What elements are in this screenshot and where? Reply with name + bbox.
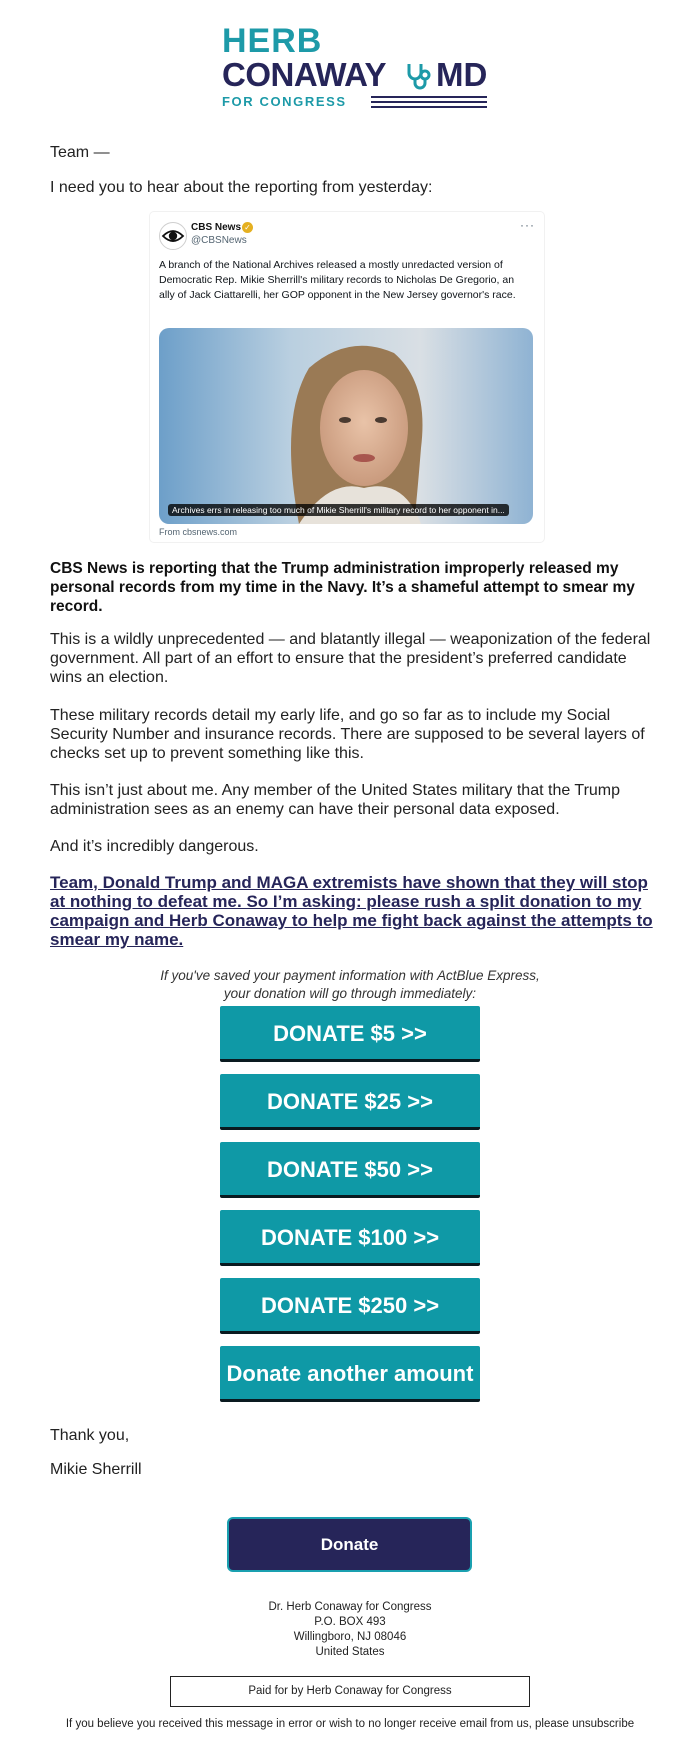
- more-options-icon[interactable]: ···: [520, 218, 535, 232]
- donate-250-button[interactable]: DONATE $250 >>: [220, 1278, 480, 1334]
- embedded-tweet[interactable]: [150, 212, 544, 542]
- paid-for-disclaimer: Paid for by Herb Conaway for Congress: [170, 1676, 530, 1707]
- note-line-1: If you've saved your payment information with ActBlue Express,: [160, 968, 540, 983]
- greeting: Team —: [50, 144, 110, 161]
- signoff: Thank you,: [50, 1427, 130, 1444]
- donate-50-button[interactable]: DONATE $50 >>: [220, 1142, 480, 1198]
- logo-lines: [371, 96, 487, 110]
- paragraph-3: This isn’t just about me. Any member of the United States military that the Trump administration sees as an enemy can have their personal data exposed.: [50, 782, 621, 818]
- mailing-address: [50, 1600, 650, 1660]
- donate-other-amount-button[interactable]: Donate another amount: [220, 1346, 480, 1402]
- campaign-logo[interactable]: [222, 24, 487, 110]
- portrait-image: [159, 328, 533, 524]
- address-line-4: United States: [315, 1646, 385, 1658]
- signature: Mikie Sherrill: [50, 1461, 142, 1478]
- tweet-handle: @CBSNews: [191, 235, 247, 246]
- logo-tagline: FOR CONGRESS: [222, 94, 347, 109]
- stethoscope-icon: [403, 60, 435, 92]
- address-line-3: Willingboro, NJ 08046: [293, 1631, 407, 1643]
- address-line-1: Dr. Herb Conaway for Congress: [268, 1601, 432, 1613]
- donation-appeal-link[interactable]: Team, Donald Trump and MAGA extremists have shown that they will stop at nothing to defeat me. So I’m asking: please rush a split donation to my campaign and Herb Conaway to help me fight back against the attempts to smear my name.: [50, 873, 653, 949]
- paragraph-4: And it’s incredibly dangerous.: [50, 838, 259, 855]
- logo-conaway: CONAWAY: [222, 56, 386, 93]
- donate-button[interactable]: Donate: [227, 1517, 472, 1572]
- note-line-2: your donation will go through immediately:: [223, 986, 477, 1001]
- verified-badge-icon: ✓: [242, 222, 253, 233]
- donate-5-button[interactable]: DONATE $5 >>: [220, 1006, 480, 1062]
- cbs-eye-icon: [159, 222, 187, 250]
- image-caption: Archives errs in releasing too much of Mikie Sherrill's military record to her opponent in...: [168, 504, 509, 516]
- donate-25-button[interactable]: DONATE $25 >>: [220, 1074, 480, 1130]
- logo-md: MD: [436, 56, 488, 93]
- tweet-account-name: CBS News: [191, 222, 242, 233]
- donate-100-button[interactable]: DONATE $100 >>: [220, 1210, 480, 1266]
- unsubscribe-notice[interactable]: If you believe you received this message in error or wish to no longer receive email from us, please unsubscribe: [65, 1718, 635, 1730]
- actblue-express-note: [50, 967, 650, 1003]
- tweet-source[interactable]: From cbsnews.com: [159, 527, 238, 537]
- intro-text: I need you to hear about the reporting from yesterday:: [50, 179, 433, 196]
- tweet-body: A branch of the National Archives released a mostly unredacted version of Democratic Rep. Mikie Sherrill's military records to Nicholas De Gregorio, an ally of Jack Ciattarelli, her GOP opponent in the New Jersey governor's race.: [159, 259, 516, 301]
- paragraph-2: These military records detail my early life, and go so far as to include my Social Security Number and insurance records. There are supposed to be several layers of checks set up to prevent something like this.: [50, 707, 645, 762]
- address-line-2: P.O. BOX 493: [314, 1616, 386, 1628]
- paragraph-1: This is a wildly unprecedented — and blatantly illegal — weaponization of the federal government. All part of an effort to ensure that the president’s preferred candidate wins an election.: [50, 631, 651, 686]
- lead-paragraph: CBS News is reporting that the Trump administration improperly released my personal records from my time in the Navy. It’s a shameful attempt to smear my record.: [50, 560, 635, 615]
- logo-herb: HERB: [222, 22, 323, 60]
- tweet-photo[interactable]: [159, 328, 533, 524]
